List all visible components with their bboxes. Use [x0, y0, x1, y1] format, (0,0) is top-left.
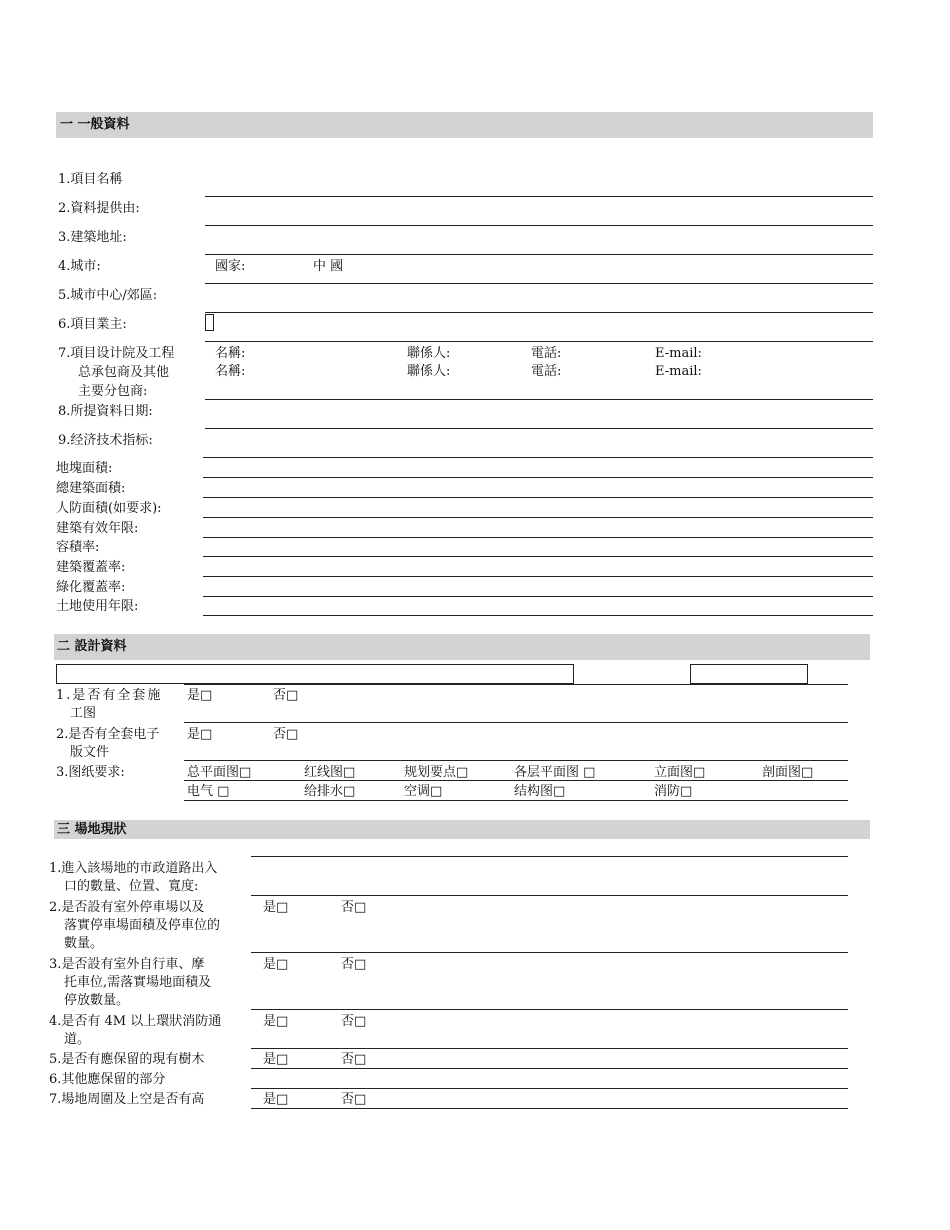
site-row-line: [251, 1108, 848, 1109]
no-checkbox[interactable]: 否□: [341, 1092, 367, 1107]
contact-person-label: 聯係人:: [407, 364, 451, 379]
label-electronic-files: 2.是否有全套电子: [56, 727, 160, 742]
contact-name-label: 名稱:: [215, 364, 246, 379]
label-building-address: 3.建築地址:: [58, 230, 127, 245]
design-row-line: [184, 780, 848, 781]
yes-checkbox[interactable]: 是□: [263, 1092, 289, 1107]
design-row-line: [184, 760, 848, 761]
yes-checkbox[interactable]: 是□: [187, 688, 213, 703]
indicator-field[interactable]: [203, 477, 873, 478]
yes-checkbox[interactable]: 是□: [263, 957, 289, 972]
indicator-field[interactable]: [203, 537, 873, 538]
drawing-option-checkbox[interactable]: 电气 □: [187, 784, 230, 799]
label-fire-lane-line2: 道。: [64, 1032, 91, 1047]
label-data-date: 8.所提資料日期:: [58, 404, 153, 419]
design-blank-box-small[interactable]: [690, 664, 808, 684]
label-construction-drawings-line2: 工图: [70, 706, 97, 721]
field-city[interactable]: [205, 283, 873, 284]
label-construction-drawings: 1.是否有全套施: [56, 688, 163, 703]
label-outdoor-parking: 2.是否設有室外停車場以及: [49, 900, 205, 915]
yes-checkbox[interactable]: 是□: [187, 727, 213, 742]
label-design-institute-line2: 总承包商及其他: [78, 365, 170, 380]
indicator-label: 地塊面積:: [56, 461, 113, 476]
label-project-owner: 6.項目業主:: [58, 317, 127, 332]
drawing-option-checkbox[interactable]: 各层平面图 □: [514, 765, 596, 780]
label-economic-indicators: 9.经济技术指标:: [58, 433, 153, 448]
indicator-label: 總建築面積:: [56, 481, 126, 496]
field-project-name[interactable]: [205, 196, 873, 197]
indicator-field[interactable]: [203, 556, 873, 557]
design-blank-box[interactable]: [56, 664, 574, 684]
design-row-line: [184, 800, 848, 801]
label-bicycle-parking: 3.是否設有室外自行車、摩: [49, 957, 205, 972]
label-surrounding-height: 7.場地周圍及上空是否有高: [49, 1092, 205, 1107]
label-city: 4.城市:: [58, 259, 101, 274]
site-row-line: [251, 895, 848, 896]
label-country: 國家:: [215, 259, 246, 274]
site-row-line: [251, 1009, 848, 1010]
section-header-design: [54, 634, 870, 660]
field-data-provider[interactable]: [205, 225, 873, 226]
drawing-option-checkbox[interactable]: 规划要点□: [404, 765, 469, 780]
no-checkbox[interactable]: 否□: [273, 688, 299, 703]
no-checkbox[interactable]: 否□: [341, 900, 367, 915]
no-checkbox[interactable]: 否□: [341, 957, 367, 972]
field-project-owner[interactable]: [205, 341, 873, 342]
indicator-field[interactable]: [203, 497, 873, 498]
section-header-site: [54, 820, 870, 839]
indicator-field[interactable]: [203, 517, 873, 518]
site-row-line: [251, 856, 848, 857]
label-road-access: 1.進入該場地的市政道路出入: [49, 861, 218, 876]
indicator-field[interactable]: [203, 576, 873, 577]
label-other-preserved: 6.其他應保留的部分: [49, 1072, 166, 1087]
contact-person-label: 聯係人:: [407, 346, 451, 361]
no-checkbox[interactable]: 否□: [341, 1052, 367, 1067]
drawing-option-checkbox[interactable]: 立面图□: [654, 765, 706, 780]
contact-email-label: E-mail:: [655, 346, 702, 361]
drawing-option-checkbox[interactable]: 给排水□: [304, 784, 356, 799]
label-outdoor-parking-line3: 數量。: [64, 936, 104, 951]
label-fire-lane: 4.是否有 4M 以上環狀消防通: [49, 1014, 222, 1029]
owner-checkbox[interactable]: [205, 314, 214, 331]
no-checkbox[interactable]: 否□: [273, 727, 299, 742]
indicator-label: 綠化覆蓋率:: [56, 580, 126, 595]
indicator-label: 容積率:: [56, 540, 100, 555]
drawing-option-checkbox[interactable]: 红线图□: [304, 765, 356, 780]
label-drawing-requirements: 3.图纸要求:: [56, 765, 125, 780]
drawing-option-checkbox[interactable]: 剖面图□: [762, 765, 814, 780]
section-title-design: 二 設計資料: [57, 639, 127, 654]
label-design-institute-line3: 主要分包商:: [78, 384, 148, 399]
drawing-option-checkbox[interactable]: 消防□: [654, 784, 693, 799]
indicator-field[interactable]: [203, 596, 873, 597]
field-data-date[interactable]: [205, 428, 873, 429]
yes-checkbox[interactable]: 是□: [263, 900, 289, 915]
field-economic-indicators[interactable]: [203, 457, 873, 458]
label-road-access-line2: 口的數量、位置、寬度:: [64, 879, 199, 894]
contact-name-label: 名稱:: [215, 346, 246, 361]
design-row-line: [184, 684, 848, 685]
indicator-label: 建築有效年限:: [56, 521, 139, 536]
drawing-option-checkbox[interactable]: 空调□: [404, 784, 443, 799]
label-existing-trees: 5.是否有應保留的現有樹木: [49, 1052, 205, 1067]
yes-checkbox[interactable]: 是□: [263, 1052, 289, 1067]
label-project-name: 1.項目名稱: [58, 172, 123, 187]
indicator-label: 人防面積(如要求):: [56, 501, 162, 516]
field-design-institute[interactable]: [205, 399, 873, 400]
value-country: 中 國: [313, 259, 344, 274]
site-row-line: [251, 1088, 848, 1089]
label-city-center-suburb: 5.城市中心/郊區:: [58, 288, 158, 303]
label-design-institute-line1: 7.項目设计院及工程: [58, 346, 175, 361]
label-electronic-files-line2: 版文件: [70, 745, 110, 760]
label-outdoor-parking-line2: 落實停車場面積及停車位的: [64, 918, 221, 933]
drawing-option-checkbox[interactable]: 总平面图□: [187, 765, 252, 780]
indicator-field[interactable]: [203, 615, 873, 616]
indicator-label: 土地使用年限:: [56, 599, 139, 614]
field-city-center-suburb[interactable]: [205, 312, 873, 313]
drawing-option-checkbox[interactable]: 结构图□: [514, 784, 566, 799]
contact-phone-label: 電話:: [531, 364, 562, 379]
indicator-label: 建築覆蓋率:: [56, 560, 126, 575]
site-row-line: [251, 952, 848, 953]
site-row-line: [251, 1048, 848, 1049]
contact-phone-label: 電話:: [531, 346, 562, 361]
no-checkbox[interactable]: 否□: [341, 1014, 367, 1029]
yes-checkbox[interactable]: 是□: [263, 1014, 289, 1029]
label-bicycle-parking-line2: 托車位,需落實場地面積及: [64, 975, 212, 990]
site-row-line: [251, 1068, 848, 1069]
label-bicycle-parking-line3: 停放數量。: [64, 993, 130, 1008]
section-header-general: [56, 112, 873, 138]
field-building-address[interactable]: [205, 254, 873, 255]
section-title-general: 一 一般資料: [60, 117, 130, 132]
label-data-provider: 2.資料提供由:: [58, 201, 140, 216]
contact-email-label: E-mail:: [655, 364, 702, 379]
design-row-line: [184, 722, 848, 723]
section-title-site: 三 場地現狀: [57, 822, 127, 837]
